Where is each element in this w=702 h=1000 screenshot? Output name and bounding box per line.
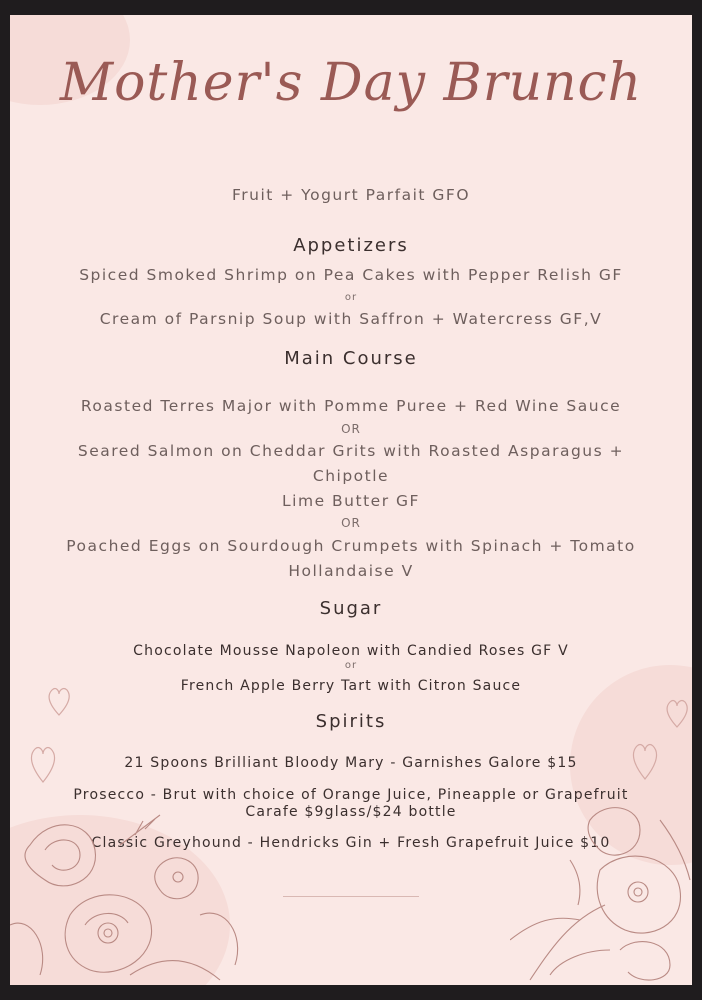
sugar-heading: Sugar xyxy=(319,598,383,619)
floral-illustration xyxy=(510,800,692,985)
main-item: Seared Salmon on Cheddar Grits with Roasted Asparagus + xyxy=(77,442,625,460)
main-course-heading: Main Course xyxy=(284,348,418,369)
main-item-continued: Hollandaise V xyxy=(288,562,414,580)
drink-item-continued: Carafe $9glass/$24 bottle xyxy=(245,804,457,820)
heart-icon xyxy=(664,695,690,729)
spirits-heading: Spirits xyxy=(315,711,387,732)
or-separator: OR xyxy=(341,516,361,530)
menu-title: Mother's Day Brunch xyxy=(59,53,643,113)
intro-item: Fruit + Yogurt Parfait GFO xyxy=(231,186,471,204)
heart-icon xyxy=(46,683,72,717)
appetizers-heading: Appetizers xyxy=(293,235,409,256)
main-item-continued: Chipotle xyxy=(312,467,390,485)
drink-item: 21 Spoons Brilliant Bloody Mary - Garnishes Galore $15 xyxy=(124,755,578,771)
or-separator: or xyxy=(344,292,358,303)
main-item: Poached Eggs on Sourdough Crumpets with Spinach + Tomato xyxy=(66,537,636,555)
menu-card xyxy=(10,15,692,985)
heart-icon xyxy=(630,737,660,781)
drink-item: Prosecco - Brut with choice of Orange Juice, Pineapple or Grapefruit xyxy=(73,787,629,803)
or-separator: OR xyxy=(341,422,361,436)
floral-illustration xyxy=(10,805,250,985)
divider xyxy=(283,896,419,897)
or-separator: or xyxy=(344,660,358,671)
drink-item: Classic Greyhound - Hendricks Gin + Fresh Grapefruit Juice $10 xyxy=(91,835,611,851)
dessert-item: Chocolate Mousse Napoleon with Candied Roses GF V xyxy=(133,643,569,659)
main-item-continued: Lime Butter GF xyxy=(282,492,420,510)
dessert-item: French Apple Berry Tart with Citron Sauce xyxy=(180,678,522,694)
appetizer-item: Cream of Parsnip Soup with Saffron + Watercress GF,V xyxy=(99,310,603,328)
heart-icon xyxy=(28,740,58,784)
main-item: Roasted Terres Major with Pomme Puree + Red Wine Sauce xyxy=(80,397,622,415)
appetizer-item: Spiced Smoked Shrimp on Pea Cakes with Pepper Relish GF xyxy=(79,266,623,284)
